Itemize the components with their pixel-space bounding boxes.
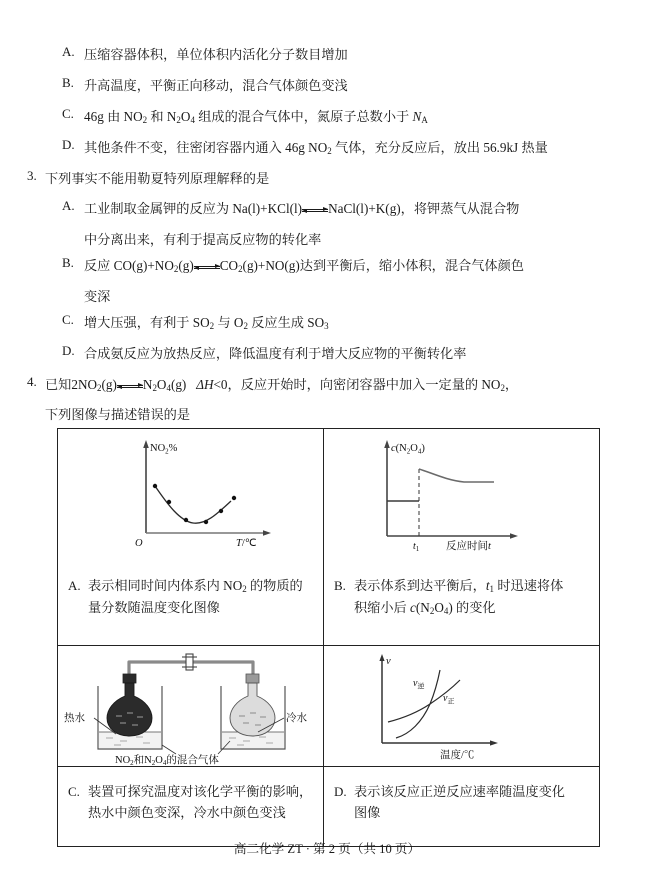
page-footer: 高二化学 ZT · 第 2 页（共 10 页） [233, 842, 421, 856]
table-row [58, 429, 599, 561]
question-4-stem [27, 374, 518, 393]
option-text: 压缩容器体积，单位体积内活化分子数目增加 [84, 47, 348, 62]
option-row-2d [62, 137, 548, 156]
question-stem-text: 已知$2NO_2(g)$ $N_2O_4(g)$ ΔH<0，反应开始时，向密闭容器中加入一定量的 $NO_2$， [45, 377, 519, 394]
cell-figure-b [324, 429, 599, 561]
option-c-description [58, 767, 323, 824]
option-letter: A. [68, 578, 81, 593]
question-number: 3. [27, 168, 37, 183]
option-letter: D. [62, 343, 75, 358]
svg-text:T/℃: T/℃ [236, 538, 257, 549]
option-letter: B. [334, 578, 346, 593]
option-letter: B. [62, 255, 74, 270]
option-row-2b [62, 75, 348, 94]
option-text-cont: 变深 [84, 289, 111, 304]
table-row [58, 766, 599, 846]
option-text: 装置可探究温度对该化学平衡的影响， [88, 784, 313, 799]
question-number: 4. [27, 374, 37, 389]
chart-a [58, 429, 323, 561]
v-forward-label: $v_正$ [443, 693, 455, 706]
option-b-description [324, 561, 599, 619]
cell-figure-d [324, 646, 599, 766]
option-text: 增大压强，有利于 $SO_2$ 与 $O_2$ 反应生成 $SO_3$ [84, 315, 329, 332]
table-row [58, 646, 599, 766]
chart-a-svg [58, 429, 324, 561]
svg-text:NO2%: $NO_2\%$ [150, 443, 178, 456]
option-text: 工业制取金属钾的反应为 Na(l)+KCl(l) NaCl(l)+K(g)，将钾蒸气从混合物 [84, 201, 520, 216]
option-text: 升高温度，平衡正向移动，混合气体颜色变浅 [84, 78, 348, 93]
table-row [58, 561, 599, 646]
cell-text-b [324, 561, 599, 646]
option-row-2c [62, 106, 428, 125]
option-a-description [58, 561, 323, 618]
option-text-cont: 图像 [354, 805, 381, 821]
option-text: 46g 由 $NO_2$ 和 $N_2O_4$ 组成的混合气体中，氮原子总数小于 $N_A$ [84, 109, 428, 126]
svg-text:v: v [386, 656, 391, 667]
option-letter: C. [68, 784, 80, 799]
option-row-3a [62, 198, 519, 217]
option-letter: A. [62, 44, 75, 59]
apparatus-caption: NO2和N2O4的混合气体 [115, 755, 219, 766]
cell-figure-a [58, 429, 324, 561]
option-letter: D. [334, 784, 347, 799]
option-text: 表示体系到达平衡后，$t_1$ 时迅速将体 [354, 578, 564, 595]
option-letter: C. [62, 312, 74, 327]
option-row-3b-line2 [84, 286, 110, 306]
option-letter: D. [62, 137, 75, 152]
question-3-stem [27, 168, 269, 187]
option-text: 表示该反应正逆反应速率随温度变化 [354, 784, 565, 799]
option-text: 其他条件不变，往密闭容器内通入 46g $NO_2$ 气体，充分反应后，放出 56.9kJ 热量 [84, 140, 548, 157]
equilibrium-arrow-icon [194, 260, 220, 273]
svg-text:温度/℃: 温度/℃ [440, 750, 475, 761]
chart-b [324, 429, 599, 561]
option-row-3a-line2 [84, 229, 321, 249]
cold-water-label: 冷水 [286, 713, 307, 724]
option-letter: B. [62, 75, 74, 90]
option-row-3d [62, 343, 466, 362]
option-letter: C. [62, 106, 74, 121]
question-stem-text: 下列事实不能用勒夏特列原理解释的是 [45, 171, 270, 186]
cell-text-a [58, 561, 324, 646]
chart-b-svg [324, 429, 599, 561]
option-text-cont: 积缩小后 $c(N_2O_4)$ 的变化 [354, 599, 496, 616]
option-row-3b [62, 255, 524, 274]
option-text: 反应 $CO(g)+NO_2(g)$ $CO_2(g)+NO(g)$达到平衡后，缩小体积，混合气体颜色 [84, 258, 524, 275]
chart-d [324, 646, 599, 766]
svg-text:O: O [135, 538, 143, 549]
svg-text:t1: $t_1$ [413, 541, 420, 553]
option-text-cont: 热水中颜色变深，冷水中颜色变浅 [88, 805, 286, 821]
apparatus-c [58, 646, 323, 766]
svg-text:反应时间t: 反应时间t [446, 541, 491, 552]
v-reverse-label: $v_逆$ [413, 678, 425, 691]
cell-text-d [324, 766, 599, 846]
equilibrium-arrow-icon [302, 203, 328, 216]
chart-d-svg [324, 646, 599, 766]
option-d-description [324, 767, 599, 824]
option-text: 表示相同时间内体系内 $NO_2$ 的物质的 [88, 578, 303, 595]
option-row-3c [62, 312, 329, 331]
question-stem-text-cont: 下列图像与描述错误的是 [45, 407, 191, 422]
cell-figure-c [58, 646, 324, 766]
option-text-cont: 量分数随温度变化图像 [88, 599, 220, 615]
option-row-2a [62, 44, 348, 63]
hot-water-label: 热水 [64, 713, 85, 724]
option-letter: A. [62, 198, 75, 213]
svg-text:c(N2O4): $c(N_2O_4)$ [391, 443, 425, 456]
question-4-stem-line2 [45, 404, 190, 424]
option-text-cont: 中分离出来，有利于提高反应物的转化率 [84, 232, 322, 247]
apparatus-c-svg [58, 646, 324, 766]
figure-options-table [57, 428, 600, 847]
cell-text-c [58, 766, 324, 846]
option-text: 合成氨反应为放热反应，降低温度有利于增大反应物的平衡转化率 [84, 346, 467, 361]
equilibrium-arrow-icon [117, 379, 143, 392]
